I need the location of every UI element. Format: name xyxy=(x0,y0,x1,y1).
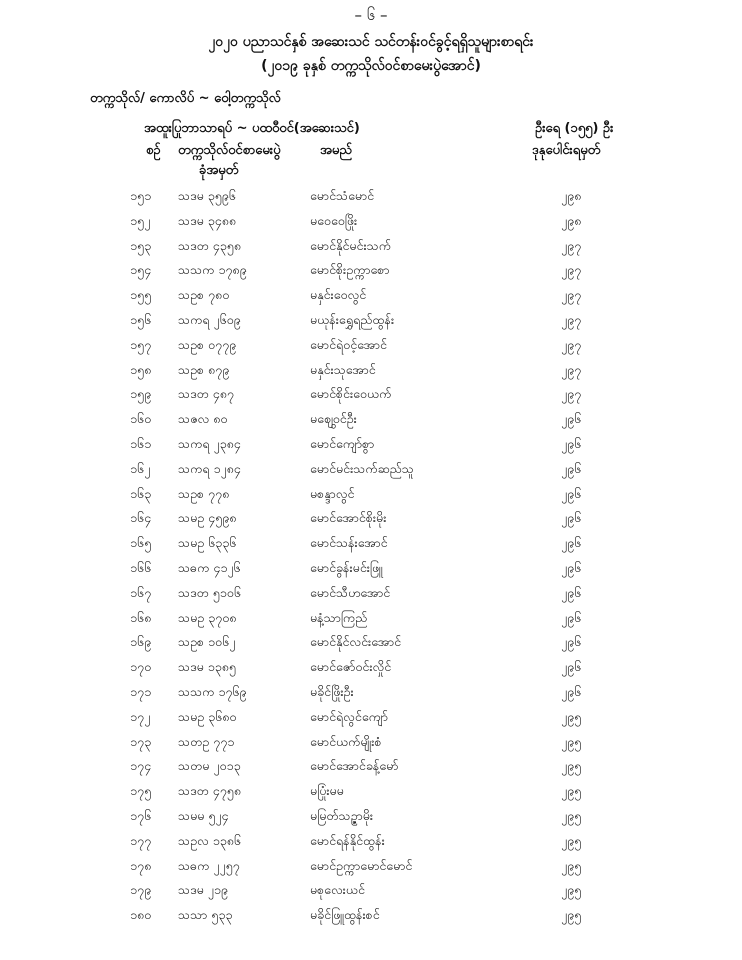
row-reg-number: သမဥ ၃၇၀၈ xyxy=(178,609,237,625)
table-row xyxy=(0,684,742,709)
row-number: ၁၇၆ xyxy=(130,807,152,823)
row-name: မနှင်းဝေလွင် xyxy=(310,287,367,303)
table-row xyxy=(0,337,742,362)
row-score: ၂၉၅ xyxy=(561,708,582,724)
row-score: ၂၉၆ xyxy=(561,683,582,699)
row-reg-number: သမဥ ၄၅၉၈ xyxy=(178,510,237,526)
row-number: ၁၆၉ xyxy=(130,634,152,650)
row-name: မောင်သံမောင် xyxy=(310,188,375,203)
row-number: ၁၆၄ xyxy=(130,510,152,526)
row-number: ၁၆၇ xyxy=(130,584,152,600)
row-name: မစန္ဒာလွင် xyxy=(310,485,355,501)
row-score: ၂၉၅ xyxy=(561,807,582,823)
row-reg-number: သသက ၁၇၈၉ xyxy=(178,262,247,278)
row-number: ၁၆၈ xyxy=(130,609,152,625)
row-score: ၂၉၆ xyxy=(561,609,582,625)
row-number: ၁၇၃ xyxy=(130,733,152,749)
row-score: ၂၉၅ xyxy=(561,783,582,799)
column-header-name: အမည် xyxy=(320,143,352,158)
table-row xyxy=(0,287,742,312)
row-name: မယုန်းရွှေရည်ထွန်း xyxy=(310,311,395,327)
row-number: ၁၈၀ xyxy=(130,907,152,923)
row-name: မောင်စိုးဥက္ကာစော xyxy=(310,262,390,278)
row-name: မောင်အောင်စိုးမိုး xyxy=(310,510,387,526)
row-number: ၁၇၈ xyxy=(130,857,152,873)
table-row xyxy=(0,833,742,858)
row-name: မဈွေဝင်ဦး xyxy=(310,411,357,427)
table-row xyxy=(0,659,742,684)
table-row xyxy=(0,858,742,883)
row-reg-number: သကရ ၂၃၈၄ xyxy=(178,435,241,451)
table-row xyxy=(0,585,742,610)
row-reg-number: သဒမ ၃၅၉၆ xyxy=(178,188,236,203)
row-name: မပြုံးမမ xyxy=(310,783,344,799)
row-reg-number: သဥစ ၀၇၇၉ xyxy=(178,336,237,352)
row-reg-number: သဒတ ၄၃၅၈ xyxy=(178,237,241,253)
row-number: ၁၆၃ xyxy=(130,485,152,501)
row-reg-number: သဥစ ၁၀၆၂ xyxy=(178,634,236,650)
column-header-reg-line2: ခုံအမှတ် xyxy=(199,163,239,178)
row-score: ၂၉၅ xyxy=(561,733,582,749)
table-row xyxy=(0,882,742,907)
row-name: မောင်ရဲလွင်ကျော် xyxy=(310,708,388,724)
row-score: ၂၉၅ xyxy=(561,832,582,848)
row-score: ၂၉၆ xyxy=(561,435,582,451)
row-name: မောင်ရဲဝင့်အောင် xyxy=(310,336,387,352)
table-row xyxy=(0,188,742,213)
row-number: ၁၅၄ xyxy=(130,262,152,278)
column-header-reg: တက္ကသိုလ်ဝင်စာမေးပွဲ xyxy=(178,143,281,158)
row-score: ၂၉၆ xyxy=(561,411,582,427)
table-row xyxy=(0,634,742,659)
page-number: – ၆ – xyxy=(354,6,388,24)
row-reg-number: သကရ ၁၂၈၄ xyxy=(178,460,241,476)
row-name: မောင်ရန်နိုင်ထွန်း xyxy=(310,832,385,848)
student-table xyxy=(0,188,742,932)
row-number: ၁၆၆ xyxy=(130,559,152,575)
row-number: ၁၅၆ xyxy=(130,311,152,327)
row-score: ၂၉၅ xyxy=(561,758,582,774)
row-reg-number: သဥစ ၈၇၉ xyxy=(178,361,230,377)
row-score: ၂၉၆ xyxy=(561,460,582,476)
row-name: မစုလေးယင် xyxy=(310,882,365,898)
row-number: ၁၅၇ xyxy=(130,336,152,352)
row-score: ၂၉၇ xyxy=(561,386,582,402)
table-row xyxy=(0,734,742,759)
row-name: မောင်နိုင်မင်းသက် xyxy=(310,237,391,253)
row-name: မောင်ဥက္ကာမောင်မောင် xyxy=(310,857,413,873)
row-reg-number: သမမ ၅၂၄ xyxy=(178,807,229,823)
row-reg-number: သဒတ ၅၁၀၆ xyxy=(178,584,241,600)
table-row xyxy=(0,386,742,411)
total-count-label: ဦးရေ (၁၅၅) ဦး xyxy=(535,121,614,136)
table-row xyxy=(0,486,742,511)
row-name: မောင်နိုင်လင်းအောင် xyxy=(310,634,402,650)
row-score: ၂၉၅ xyxy=(561,857,582,873)
table-row xyxy=(0,312,742,337)
specialization-label: အထူးပြုဘာသာရပ် ~ ပထဝီဝင်(အဆေးသင်) xyxy=(144,121,360,136)
row-score: ၂၉၆ xyxy=(561,510,582,526)
row-reg-number: သဒမ ၁၃၈၅ xyxy=(178,659,236,675)
table-row xyxy=(0,808,742,833)
row-reg-number: သဓက ၂၂၅၇ xyxy=(178,857,240,873)
row-name: မောင်စိုင်းဝေယက် xyxy=(310,386,392,402)
table-row xyxy=(0,510,742,535)
table-row xyxy=(0,907,742,932)
row-reg-number: သဥလ ၁၃၈၆ xyxy=(178,832,241,848)
document-title: ၂၀၂၀ ပညာသင်နှစ် အဆေးသင် သင်တန်းဝင်ခွင့်ရရှိသူများစာရင်း xyxy=(208,34,534,50)
row-reg-number: သတမ ၂၀၁၃ xyxy=(178,758,241,774)
table-row xyxy=(0,238,742,263)
row-name: မဝေဝေဖြိုး xyxy=(310,212,358,228)
row-number: ၁၇၅ xyxy=(130,783,152,799)
row-score: ၂၉၇ xyxy=(561,262,582,278)
row-number: ၁၆၀ xyxy=(130,411,152,427)
row-number: ၁၆၅ xyxy=(130,535,152,551)
row-reg-number: သကရ ၂၆၀၉ xyxy=(178,311,241,327)
row-name: မောင်အောင်ခန့်မော် xyxy=(310,758,399,774)
row-score: ၂၉၆ xyxy=(561,535,582,551)
row-score: ၂၉၆ xyxy=(561,559,582,575)
row-name: မောင်ဇော်ဝင်းလှိုင် xyxy=(310,659,392,675)
row-score: ၂၉၇ xyxy=(561,237,582,253)
row-number: ၁၅၃ xyxy=(130,237,152,253)
row-name: မောင်သန်းအောင် xyxy=(310,535,388,551)
row-score: ၂၉၆ xyxy=(561,634,582,650)
row-score: ၂၉၇ xyxy=(561,287,582,303)
table-row xyxy=(0,560,742,585)
row-score: ၂၉၈ xyxy=(561,212,582,228)
row-number: ၁၅၉ xyxy=(130,386,152,402)
table-row xyxy=(0,362,742,387)
row-score: ၂၉၅ xyxy=(561,882,582,898)
row-number: ၁၇၄ xyxy=(130,758,152,774)
row-reg-number: သတဥ ၇၇၁ xyxy=(178,733,235,749)
row-name: မမြတ်သဥ္ဇာမိုး xyxy=(310,807,374,823)
table-row xyxy=(0,535,742,560)
row-name: မောင်ကျော်စွာ xyxy=(310,435,375,451)
row-name: မောင်ခွန်းမင်းဖြူ xyxy=(310,559,383,575)
row-reg-number: သမဥ ၆၃၃၆ xyxy=(178,535,237,551)
row-name: မခိုင်ဖြိုးဦး xyxy=(310,683,354,699)
column-header-no: စဉ် xyxy=(146,143,161,158)
row-number: ၁၆၂ xyxy=(130,460,151,476)
row-number: ၁၅၁ xyxy=(130,188,152,203)
row-number: ၁၇၂ xyxy=(130,708,151,724)
table-row xyxy=(0,213,742,238)
row-score: ၂၉၆ xyxy=(561,485,582,501)
table-row xyxy=(0,262,742,287)
row-reg-number: သဒမ ၃၄၈၈ xyxy=(178,212,237,228)
row-number: ၁၆၁ xyxy=(130,435,152,451)
table-row xyxy=(0,411,742,436)
row-number: ၁၇၇ xyxy=(130,832,152,848)
row-score: ၂၉၆ xyxy=(561,659,582,675)
column-header-score: ဒုနုပေါင်းရမှတ် xyxy=(532,143,601,158)
row-name: မခိုင်ဖြူထွန်းစင် xyxy=(310,907,380,923)
row-number: ၁၇၁ xyxy=(130,683,152,699)
row-number: ၁၅၈ xyxy=(130,361,152,377)
row-reg-number: သဥစ ၇၈၀ xyxy=(178,287,230,303)
table-row xyxy=(0,436,742,461)
row-score: ၂၉၇ xyxy=(561,361,582,377)
row-reg-number: သဒမ ၂၁၉ xyxy=(178,882,228,898)
row-name: မနံ့သာကြည် xyxy=(310,609,368,625)
row-reg-number: သသာ ၅၃၃ xyxy=(178,907,233,923)
row-name: မောင်သီဟအောင် xyxy=(310,584,391,600)
row-reg-number: သဥစ ၇၇၈ xyxy=(178,485,230,501)
row-reg-number: သဓက ၄၁၂၆ xyxy=(178,559,241,575)
row-score: ၂၉၇ xyxy=(561,311,582,327)
row-reg-number: သဒတ ၄၇၅၈ xyxy=(178,783,241,799)
row-score: ၂၉၇ xyxy=(561,336,582,352)
row-number: ၁၇၀ xyxy=(130,659,152,675)
row-score: ၂၉၆ xyxy=(561,584,582,600)
row-reg-number: သဇလ ၈၀ xyxy=(178,411,228,427)
row-reg-number: သသက ၁၇၆၉ xyxy=(178,683,247,699)
row-reg-number: သမဥ ၃၆၈၀ xyxy=(178,708,237,724)
row-score: ၂၉၈ xyxy=(561,188,582,203)
row-reg-number: သဒတ ၄၈၇ xyxy=(178,386,234,402)
table-row xyxy=(0,709,742,734)
table-row xyxy=(0,758,742,783)
row-number: ၁၅၅ xyxy=(130,287,152,303)
row-number: ၁၅၂ xyxy=(130,212,151,228)
table-row xyxy=(0,783,742,808)
row-name: မောင်ယက်မျိုးစံ xyxy=(310,733,382,749)
table-row xyxy=(0,461,742,486)
university-line: တက္ကသိုလ်/ ကောလိပ် ~ ဝေါ့တက္ကသိုလ် xyxy=(90,91,281,106)
row-name: မနှင်းသုအောင် xyxy=(310,361,376,377)
document-subtitle: (၂၀၁၉ ခုနှစ် တက္ကသိုလ်ဝင်စာမေးပွဲအောင်) xyxy=(261,58,481,74)
table-row xyxy=(0,610,742,635)
row-name: မောင်မင်းသက်ဆည်သူ xyxy=(310,460,414,476)
row-number: ၁၇၉ xyxy=(130,882,152,898)
row-score: ၂၉၅ xyxy=(561,907,582,923)
